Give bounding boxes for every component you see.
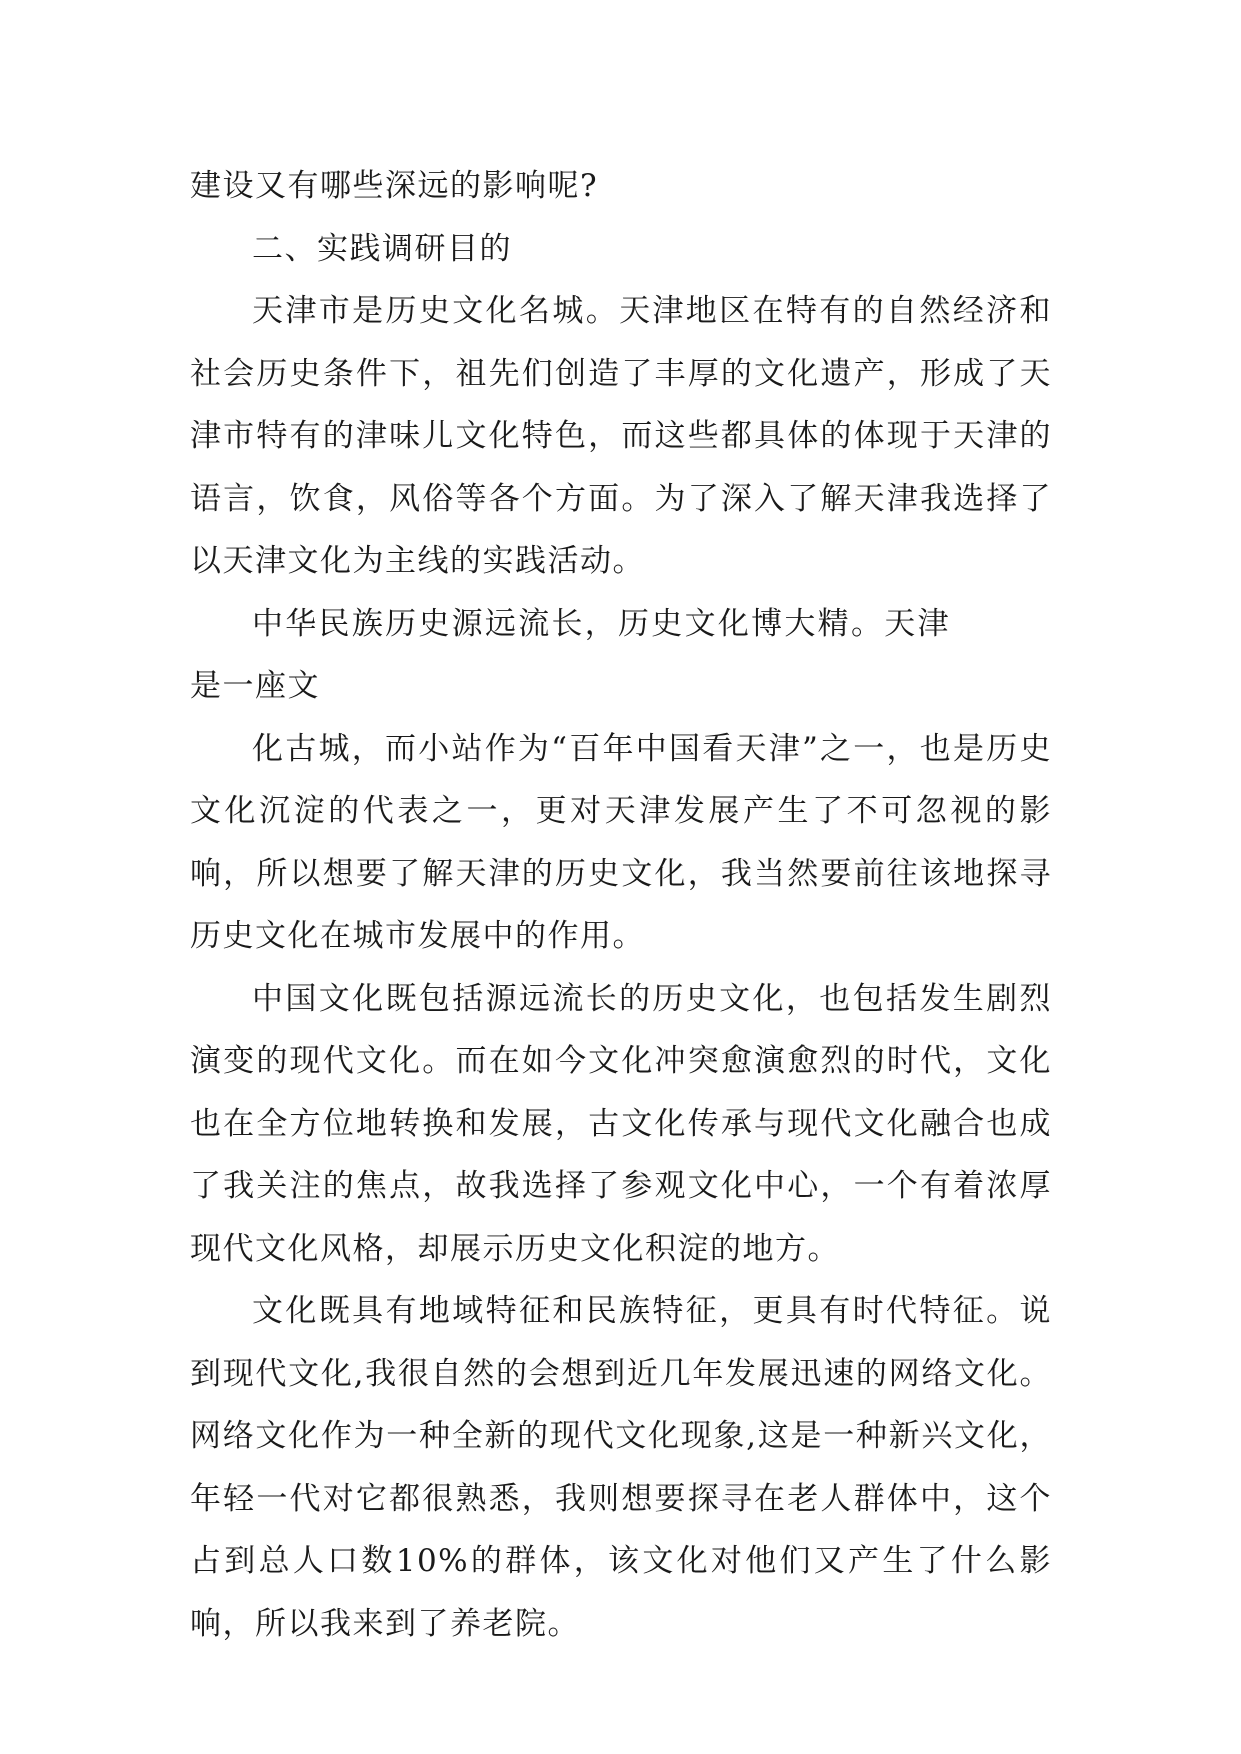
paragraph: 文化既具有地域特征和民族特征，更具有时代特征。说到现代文化,我很自然的会想到近几年发展迅速的网络文化。网络文化作为一种全新的现代文化现象,这是一种新兴文化，年轻一代对它都很熟悉，我则想要探寻在老人群体中，这个占到总人口数10%的群体，该文化对他们又产生了什么影响，所以我来到了养老院。	[190, 1293, 1052, 1642]
paragraph-continuation: 建设又有哪些深远的影响呢?	[190, 168, 599, 204]
paragraph: 中华民族历史源远流长，历史文化博大精。天津是一座文	[190, 605, 950, 704]
paragraph: 化古城，而小站作为“百年中国看天津”之一，也是历史文化沉淀的代表之一，更对天津发展产生了不可忽视的影响，所以想要了解天津的历史文化，我当然要前往该地探寻历史文化在城市发展中的作用。	[190, 730, 1052, 954]
paragraph: 中国文化既包括源远流长的历史文化，也包括发生剧烈演变的现代文化。而在如今文化冲突愈演愈烈的时代，文化也在全方位地转换和发展，古文化传承与现代文化融合也成了我关注的焦点，故我选择了参观文化中心，一个有着浓厚现代文化风格，却展示历史文化积淀的地方。	[190, 980, 1052, 1267]
paragraph: 天津市是历史文化名城。天津地区在特有的自然经济和社会历史条件下，祖先们创造了丰厚的文化遗产，形成了天津市特有的津味儿文化特色，而这些都具体的体现于天津的语言，饮食，风俗等各个方面。为了深入了解天津我选择了以天津文化为主线的实践活动。	[190, 293, 1052, 579]
section-heading: 二、实践调研目的	[252, 230, 512, 267]
document-body	[190, 155, 1052, 1655]
